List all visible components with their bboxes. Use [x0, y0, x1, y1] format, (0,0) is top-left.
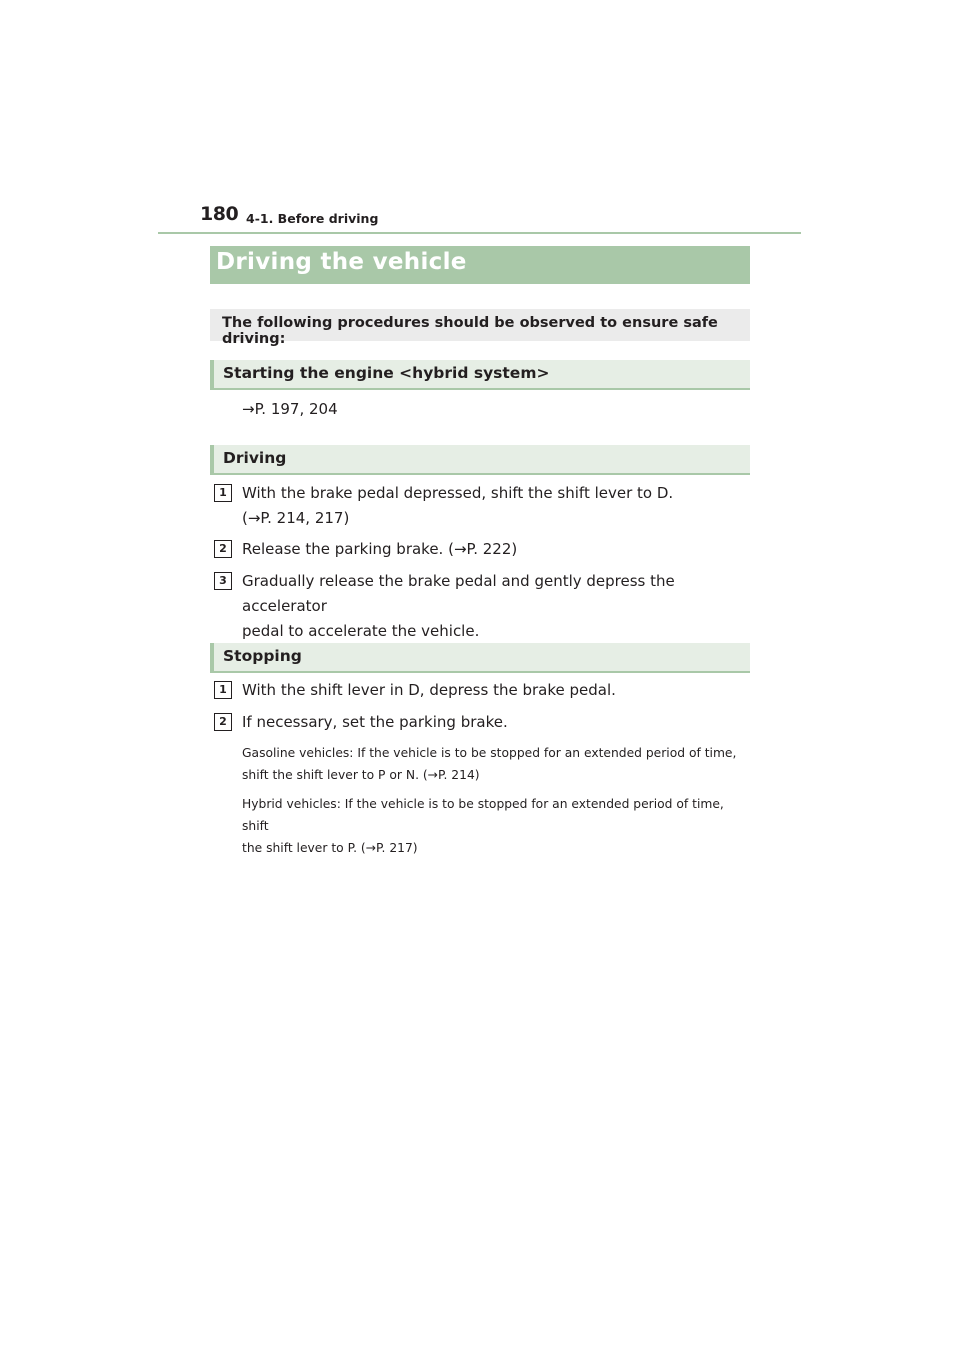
subheading-stopping-text: Stopping	[223, 647, 302, 665]
subheading-starting-text: Starting the engine <hybrid system>	[223, 364, 550, 382]
section-label: 4-1. Before driving	[246, 211, 379, 226]
subheading-accent-bar	[210, 360, 214, 390]
driving-step-2	[242, 537, 752, 562]
step-number-badge: 1	[214, 484, 232, 502]
subheading-accent-bar	[210, 445, 214, 475]
note-gasoline-line-2: shift the shift lever to P or N. (→P. 214)	[242, 768, 480, 782]
page-title: Driving the vehicle	[216, 249, 467, 275]
intro-band	[210, 309, 750, 347]
driving-step-1	[242, 481, 752, 531]
subheading-starting	[210, 360, 750, 390]
driving-step-1-line-1: With the brake pedal depressed, shift the shift lever to D.	[242, 484, 674, 502]
driving-step-3-line-1: Gradually release the brake pedal and gently depress the accelerator	[242, 572, 675, 615]
driving-step-1-line-2: (→P. 214, 217)	[242, 509, 350, 527]
note-hybrid-line-2: the shift lever to P. (→P. 217)	[242, 841, 418, 855]
stopping-step-1-line-1: With the shift lever in D, depress the brake pedal.	[242, 681, 616, 699]
driving-step-2-line-1: Release the parking brake. (→P. 222)	[242, 540, 518, 558]
step-number-badge: 1	[214, 681, 232, 699]
subheading-stopping	[210, 643, 750, 673]
driving-step-3	[242, 569, 752, 644]
intro-text: The following procedures should be observed to ensure safe driving:	[222, 315, 718, 347]
note-gasoline	[242, 742, 750, 786]
note-gasoline-line-1: Gasoline vehicles: If the vehicle is to be stopped for an extended period of time,	[242, 746, 737, 760]
note-hybrid-line-1: Hybrid vehicles: If the vehicle is to be stopped for an extended period of time, shift	[242, 797, 724, 833]
step-number-badge: 2	[214, 540, 232, 558]
step-number-badge: 2	[214, 713, 232, 731]
subheading-driving-text: Driving	[223, 449, 287, 467]
step-number-badge: 3	[214, 572, 232, 590]
page-title-band	[210, 246, 750, 284]
page-number: 180	[200, 203, 239, 225]
driving-step-3-line-2: pedal to accelerate the vehicle.	[242, 622, 480, 640]
stopping-step-2	[242, 710, 752, 735]
header-divider	[158, 232, 801, 234]
stopping-step-1	[242, 678, 752, 703]
starting-reference: →P. 197, 204	[242, 400, 338, 418]
subheading-accent-bar	[210, 643, 214, 673]
note-hybrid	[242, 793, 750, 859]
subheading-driving	[210, 445, 750, 475]
stopping-step-2-line-1: If necessary, set the parking brake.	[242, 713, 508, 731]
